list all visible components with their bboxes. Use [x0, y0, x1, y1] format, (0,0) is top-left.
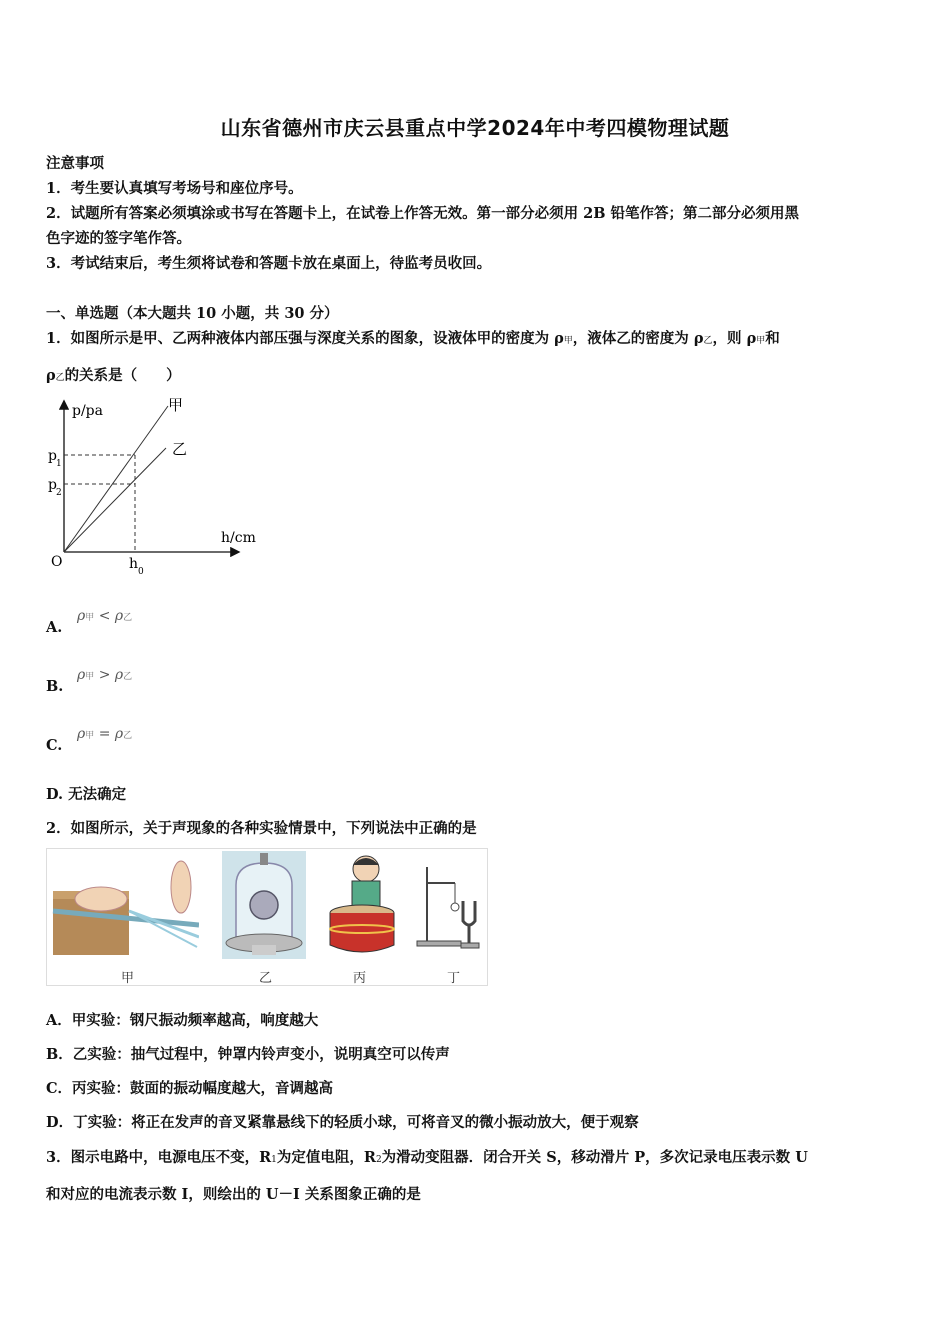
h0-label: h — [129, 556, 139, 572]
p1-label: p — [48, 448, 57, 464]
q2-option-a[interactable]: A．甲实验：钢尺振动频率越高，响度越大 — [46, 1012, 319, 1029]
p1-sub: 1 — [56, 459, 62, 469]
caption-bing: 丙 — [353, 971, 367, 986]
line-yi — [64, 448, 166, 552]
tuning-fork-image — [411, 863, 485, 959]
q1-stem-line2: ρ乙的关系是（ ） — [46, 367, 181, 384]
notice-item: 1．考生要认真填写考场号和座位序号。 — [46, 180, 303, 197]
q1-option-b-formula: ρ甲 > ρ乙 — [77, 667, 133, 683]
q2-experiments-figure — [46, 848, 488, 986]
q2-option-d[interactable]: D．丁实验：将正在发声的音叉紧靠悬线下的轻质小球，可将音叉的微小振动放大，便于观察 — [46, 1114, 639, 1131]
q1-stem-line1: 1．如图所示是甲、乙两种液体内部压强与深度关系的图象，设液体甲的密度为 ρ甲，液体乙的密度为 ρ乙，则 ρ甲和 — [46, 330, 780, 347]
q1-option-a-label[interactable]: A. — [46, 619, 63, 636]
line-jia-label: 甲 — [168, 396, 184, 414]
origin-label: O — [51, 554, 63, 570]
notice-item: 2．试题所有答案必须填涂或书写在答题卡上，在试卷上作答无效。第一部分必须用 2B 铅笔作答；第二部分必须用黑 — [46, 205, 800, 222]
notice-item: 色字迹的签字笔作答。 — [46, 230, 191, 247]
q2-stem: 2．如图所示，关于声现象的各种实验情景中，下列说法中正确的是 — [46, 820, 477, 837]
q1-option-d[interactable]: D. 无法确定 — [46, 786, 127, 803]
line-jia — [64, 406, 168, 552]
h0-sub: 0 — [138, 567, 144, 577]
q1-option-b-label[interactable]: B. — [46, 678, 64, 695]
bell-jar-image — [222, 851, 306, 959]
line-yi-label: 乙 — [172, 440, 188, 458]
caption-ding: 丁 — [447, 971, 461, 986]
q1-option-c-label[interactable]: C. — [46, 737, 63, 754]
q3-stem-line2: 和对应的电流表示数 I，则绘出的 U－I 关系图象正确的是 — [46, 1186, 421, 1203]
drum-image — [326, 851, 398, 959]
x-axis-label: h/cm — [221, 530, 256, 546]
q1-option-c-formula: ρ甲 = ρ乙 — [77, 726, 133, 742]
page-title: 山东省德州市庆云县重点中学2024年中考四模物理试题 — [220, 116, 730, 140]
q2-option-b[interactable]: B．乙实验：抽气过程中，钟罩内铃声变小，说明真空可以传声 — [46, 1046, 450, 1063]
ruler-experiment-image — [49, 851, 199, 961]
y-axis-label: p/pa — [72, 403, 103, 419]
q3-stem-line1: 3．图示电路中，电源电压不变，R1为定值电阻，R2为滑动变阻器．闭合开关 S，移动滑片 P，多次记录电压表示数 U — [46, 1149, 808, 1166]
q1-pressure-depth-graph — [40, 392, 270, 584]
p2-label: p — [48, 477, 57, 493]
caption-yi: 乙 — [259, 971, 273, 986]
q2-option-c[interactable]: C．丙实验：鼓面的振动幅度越大，音调越高 — [46, 1080, 334, 1097]
q1-option-a-formula: ρ甲 < ρ乙 — [77, 608, 133, 624]
caption-jia: 甲 — [121, 971, 135, 986]
notice-item: 3．考试结束后，考生须将试卷和答题卡放在桌面上，待监考员收回。 — [46, 255, 492, 272]
section-heading: 一、单选题（本大题共 10 小题，共 30 分） — [46, 305, 339, 322]
notice-heading: 注意事项 — [46, 155, 104, 172]
p2-sub: 2 — [56, 488, 62, 498]
